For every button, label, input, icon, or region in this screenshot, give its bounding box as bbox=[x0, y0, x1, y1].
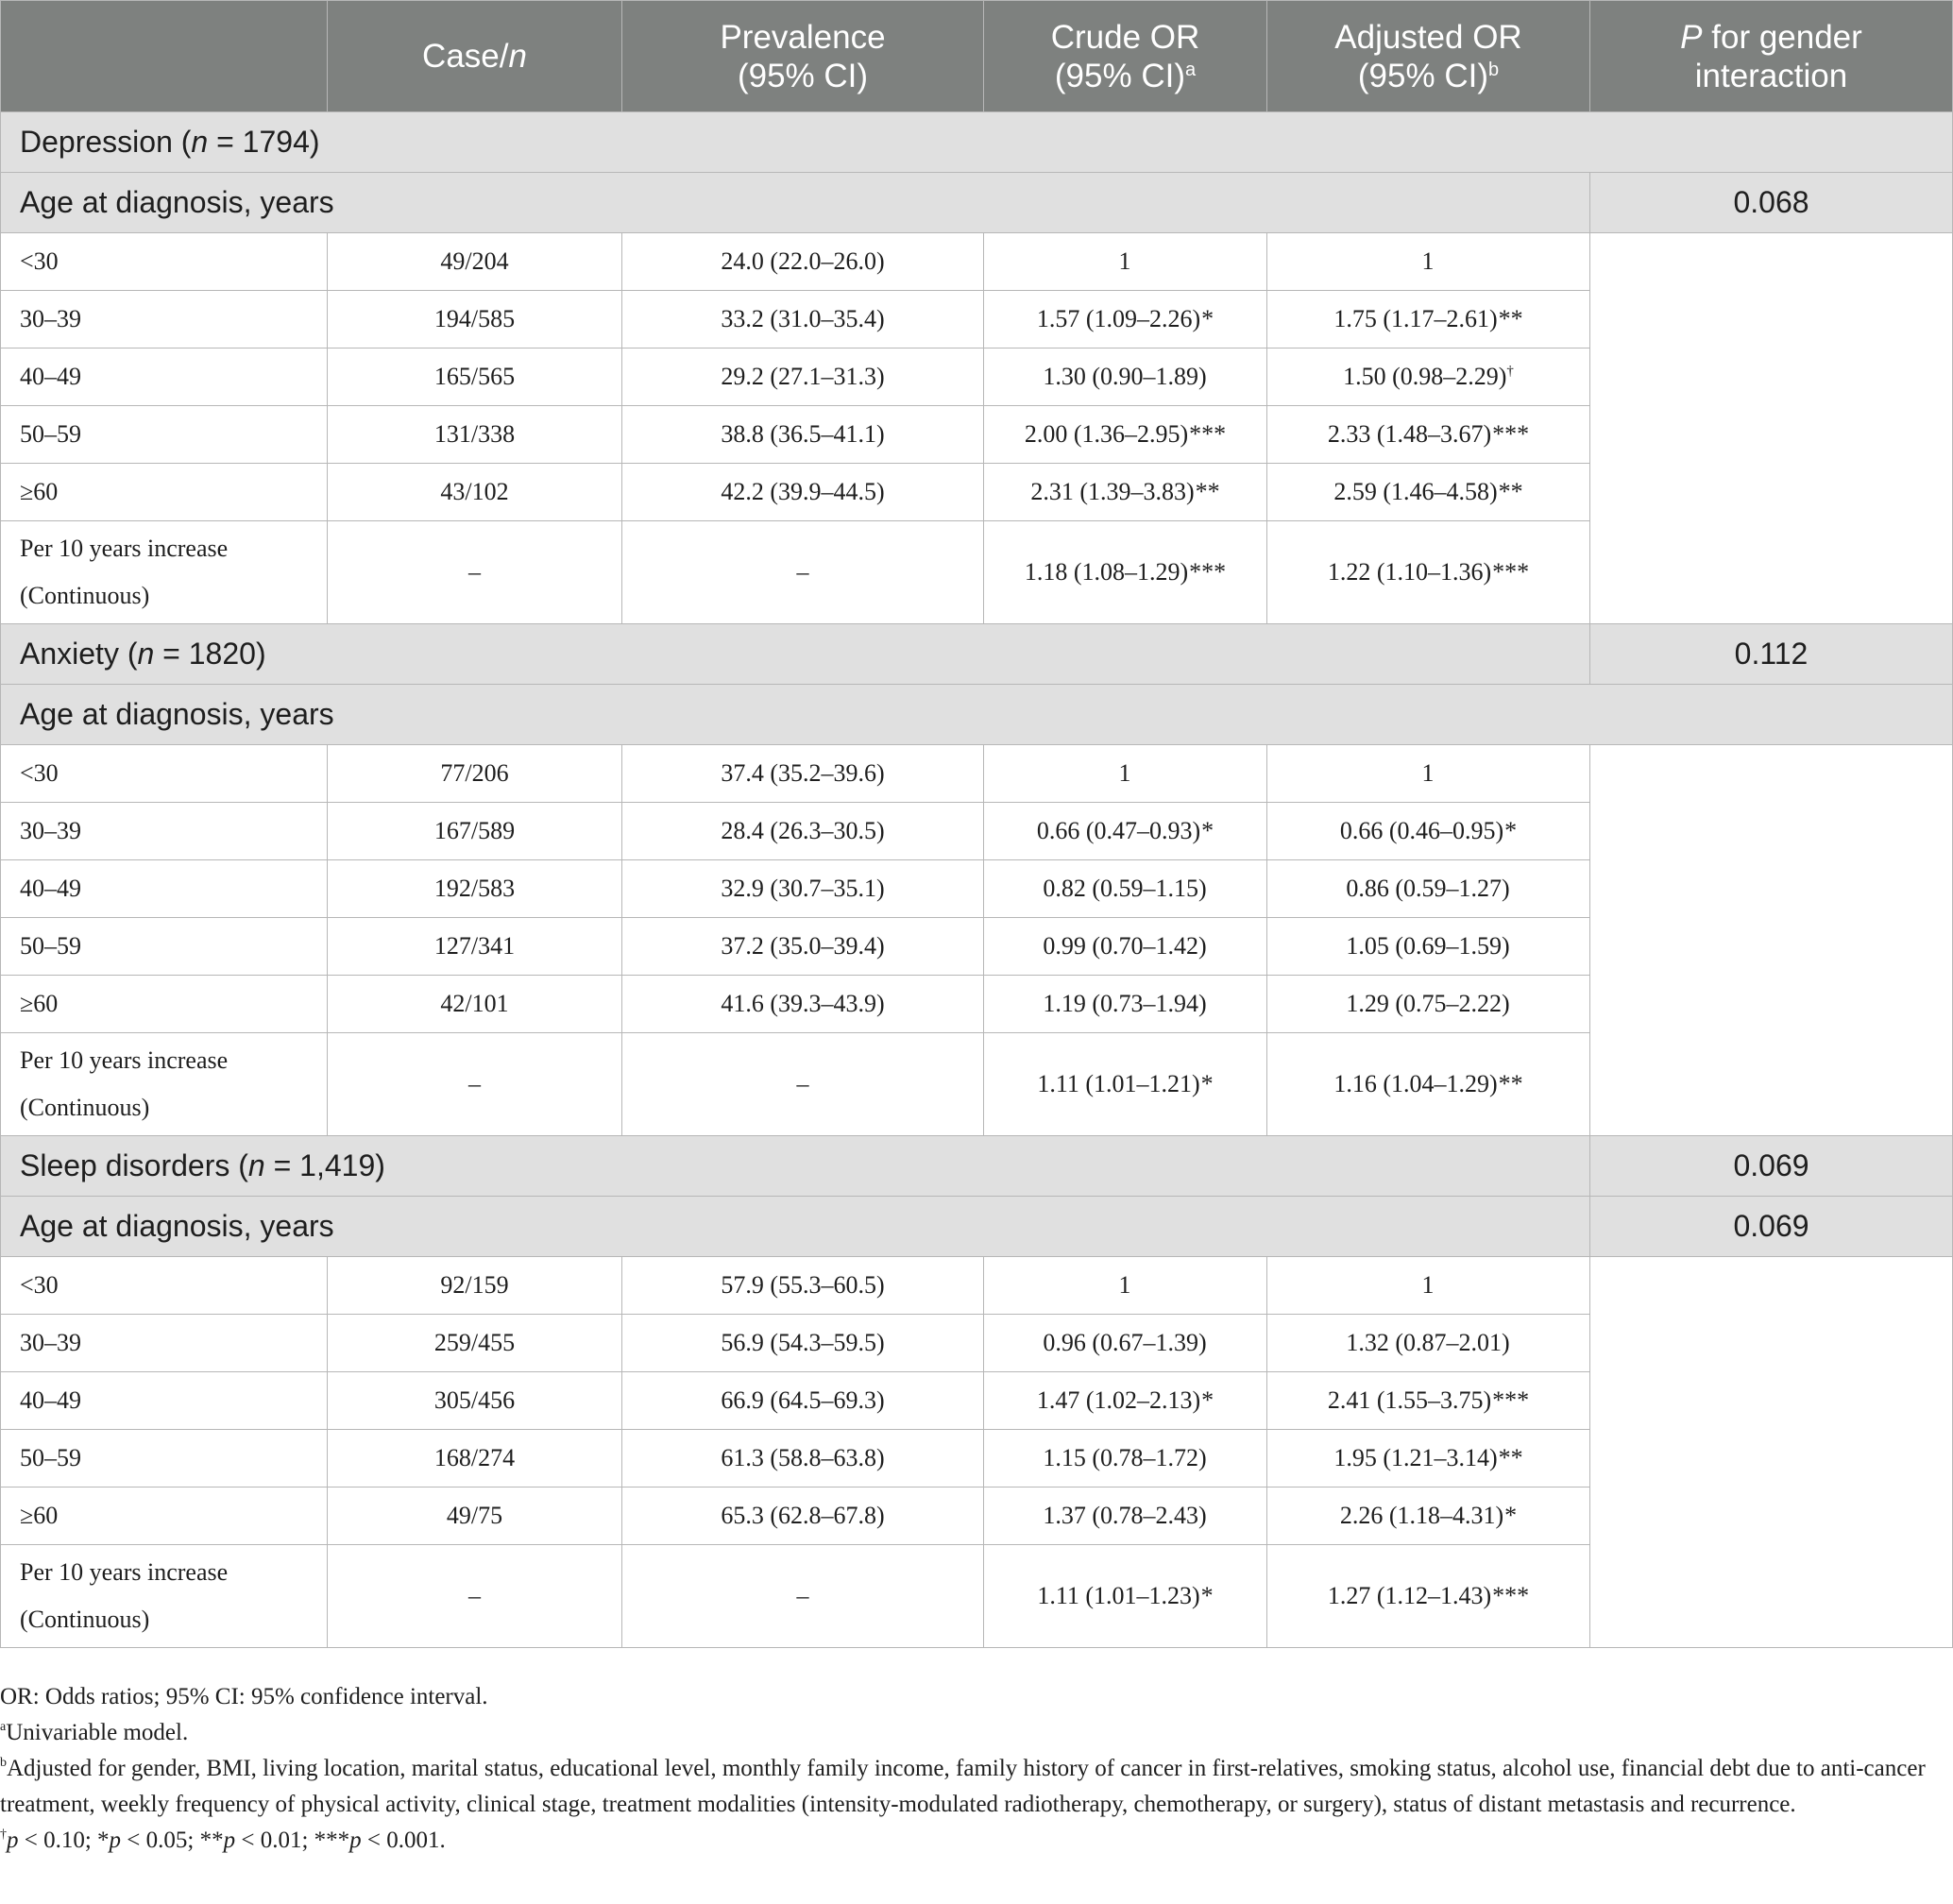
section-subheader: Age at diagnosis, years bbox=[1, 685, 1953, 745]
case-count: 259/455 bbox=[328, 1315, 622, 1372]
age-group-label: 40–49 bbox=[1, 348, 328, 406]
crude-or-text: 1.15 (0.78–1.72) bbox=[1043, 1444, 1207, 1471]
footnote-a-marker: a bbox=[0, 1720, 7, 1734]
adjusted-or-text: 1.27 (1.12–1.43) bbox=[1327, 1582, 1492, 1609]
crude-or-value bbox=[984, 291, 1267, 348]
crude-or-value bbox=[984, 1315, 1267, 1372]
footnote-p4: p bbox=[349, 1828, 362, 1853]
p-interaction-value: 0.068 bbox=[1590, 173, 1953, 233]
adjusted-or-text: 1.16 (1.04–1.29) bbox=[1333, 1070, 1498, 1097]
continuous-label-line1: Per 10 years increase bbox=[20, 535, 229, 562]
adjusted-or-text: 2.59 (1.46–4.58) bbox=[1333, 478, 1498, 505]
crude-or-text: 2.00 (1.36–2.95) bbox=[1024, 420, 1189, 448]
section-title-italic: n bbox=[137, 637, 155, 671]
age-group-label: 50–59 bbox=[1, 1430, 328, 1488]
crude-or-text: 1.18 (1.08–1.29) bbox=[1024, 558, 1189, 586]
case-count: 77/206 bbox=[328, 745, 622, 803]
continuous-label-line2: (Continuous) bbox=[20, 1094, 150, 1121]
adjusted-sig-marker: *** bbox=[1492, 1386, 1530, 1414]
header-p-line2: interaction bbox=[1694, 57, 1848, 94]
prevalence-value: 37.4 (35.2–39.6) bbox=[622, 745, 984, 803]
prevalence-value: 57.9 (55.3–60.5) bbox=[622, 1257, 984, 1315]
section-title-row bbox=[1, 112, 1953, 173]
crude-or-value bbox=[984, 233, 1267, 291]
adjusted-sig-marker: ** bbox=[1498, 1070, 1523, 1097]
adjusted-or-text: 2.41 (1.55–3.75) bbox=[1327, 1386, 1492, 1414]
footnote-t4: < 0.001. bbox=[361, 1828, 446, 1853]
crude-or-value bbox=[984, 1488, 1267, 1545]
footnote-p1: p bbox=[7, 1828, 19, 1853]
case-count: 49/204 bbox=[328, 233, 622, 291]
adjusted-or-value bbox=[1267, 233, 1590, 291]
section-title-text: Depression ( bbox=[20, 125, 192, 159]
adjusted-or-value bbox=[1267, 976, 1590, 1033]
continuous-label-line1: Per 10 years increase bbox=[20, 1558, 229, 1586]
age-group-label: <30 bbox=[1, 745, 328, 803]
p-interaction-value: 0.112 bbox=[1590, 624, 1953, 685]
footnote-t1: < 0.10; * bbox=[18, 1828, 110, 1853]
adjusted-or-value bbox=[1267, 1257, 1590, 1315]
footnote-p3: p bbox=[223, 1828, 236, 1853]
prevalence-value: 42.2 (39.9–44.5) bbox=[622, 464, 984, 521]
header-prev-line1: Prevalence bbox=[720, 18, 886, 56]
crude-or-value bbox=[984, 976, 1267, 1033]
table-row bbox=[1, 1257, 1953, 1315]
adjusted-or-text: 1 bbox=[1421, 247, 1435, 275]
crude-or-value bbox=[984, 406, 1267, 464]
crude-or-value bbox=[984, 745, 1267, 803]
prevalence-value: 28.4 (26.3–30.5) bbox=[622, 803, 984, 860]
prevalence-value: – bbox=[622, 521, 984, 624]
adjusted-sig-marker: *** bbox=[1492, 558, 1530, 586]
prevalence-value: 65.3 (62.8–67.8) bbox=[622, 1488, 984, 1545]
prevalence-value: – bbox=[622, 1545, 984, 1648]
continuous-label-line1: Per 10 years increase bbox=[20, 1046, 229, 1074]
case-count: – bbox=[328, 1033, 622, 1136]
crude-or-text: 0.99 (0.70–1.42) bbox=[1043, 932, 1207, 960]
crude-or-text: 1.57 (1.09–2.26) bbox=[1036, 305, 1201, 332]
header-crude-sup: a bbox=[1184, 59, 1197, 80]
footnote-t2: < 0.05; ** bbox=[121, 1828, 224, 1853]
adjusted-or-text: 1.29 (0.75–2.22) bbox=[1346, 990, 1510, 1017]
case-count: – bbox=[328, 521, 622, 624]
section-title bbox=[1, 1136, 1590, 1197]
footnote-abbrev-text: OR: Odds ratios; 95% CI: 95% confidence interval. bbox=[0, 1684, 488, 1709]
case-count: 194/585 bbox=[328, 291, 622, 348]
crude-or-value bbox=[984, 464, 1267, 521]
crude-or-value bbox=[984, 1033, 1267, 1136]
case-count: 127/341 bbox=[328, 918, 622, 976]
crude-or-value bbox=[984, 1545, 1267, 1648]
footnote-p2: p bbox=[109, 1828, 122, 1853]
adjusted-or-value bbox=[1267, 1545, 1590, 1648]
section-subheader: Age at diagnosis, years bbox=[1, 1197, 1590, 1257]
case-count: 92/159 bbox=[328, 1257, 622, 1315]
section-title-count: = 1820) bbox=[154, 637, 266, 671]
crude-or-text: 1 bbox=[1118, 1271, 1131, 1299]
p-interaction-value: 0.069 bbox=[1590, 1197, 1953, 1257]
adjusted-sig-marker: *** bbox=[1492, 1582, 1530, 1609]
section-title bbox=[1, 112, 1953, 173]
adjusted-or-text: 0.66 (0.46–0.95) bbox=[1339, 817, 1504, 844]
case-count: 49/75 bbox=[328, 1488, 622, 1545]
section-title-italic: n bbox=[191, 125, 209, 159]
adjusted-or-value bbox=[1267, 1488, 1590, 1545]
header-case-text: Case/ bbox=[422, 38, 509, 75]
crude-sig-marker: *** bbox=[1189, 420, 1227, 448]
age-group-label: 30–39 bbox=[1, 1315, 328, 1372]
section-title-row bbox=[1, 624, 1953, 685]
prevalence-value: 41.6 (39.3–43.9) bbox=[622, 976, 984, 1033]
adjusted-or-text: 1 bbox=[1421, 1271, 1435, 1299]
section-subheader-row bbox=[1, 685, 1953, 745]
age-group-label: 40–49 bbox=[1, 860, 328, 918]
case-count: 305/456 bbox=[328, 1372, 622, 1430]
footnote-b-marker: b bbox=[0, 1756, 7, 1770]
age-group-label: 40–49 bbox=[1, 1372, 328, 1430]
adjusted-or-text: 1.32 (0.87–2.01) bbox=[1346, 1329, 1510, 1356]
crude-or-text: 1 bbox=[1118, 247, 1131, 275]
crude-or-value bbox=[984, 348, 1267, 406]
crude-or-value bbox=[984, 860, 1267, 918]
adjusted-or-text: 2.33 (1.48–3.67) bbox=[1327, 420, 1492, 448]
case-count: 43/102 bbox=[328, 464, 622, 521]
age-group-label: 50–59 bbox=[1, 406, 328, 464]
footnote-abbrev bbox=[0, 1679, 1945, 1715]
table-header bbox=[1, 1, 1953, 112]
adjusted-or-text: 1 bbox=[1421, 759, 1435, 787]
footnote-a-text: Univariable model. bbox=[6, 1720, 189, 1745]
continuous-label-line2: (Continuous) bbox=[20, 1606, 150, 1633]
age-group-label: 30–39 bbox=[1, 803, 328, 860]
crude-or-value bbox=[984, 918, 1267, 976]
continuous-label bbox=[1, 521, 328, 624]
adjusted-or-text: 1.22 (1.10–1.36) bbox=[1327, 558, 1492, 586]
header-blank bbox=[1, 1, 328, 112]
section-title-text: Sleep disorders ( bbox=[20, 1148, 248, 1182]
adjusted-or-value bbox=[1267, 521, 1590, 624]
header-p-interaction bbox=[1590, 1, 1953, 112]
age-group-label: ≥60 bbox=[1, 1488, 328, 1545]
section-title-row bbox=[1, 1136, 1953, 1197]
adjusted-sig-marker: * bbox=[1504, 817, 1518, 844]
adjusted-sig-marker: ** bbox=[1498, 305, 1523, 332]
p-interaction-value: 0.069 bbox=[1590, 1136, 1953, 1197]
crude-sig-marker: * bbox=[1201, 817, 1214, 844]
prevalence-value: 37.2 (35.0–39.4) bbox=[622, 918, 984, 976]
case-count: 165/565 bbox=[328, 348, 622, 406]
crude-sig-marker: ** bbox=[1195, 478, 1220, 505]
prevalence-value: 32.9 (30.7–35.1) bbox=[622, 860, 984, 918]
p-interaction-blank bbox=[1590, 233, 1953, 624]
section-subheader-row bbox=[1, 173, 1953, 233]
header-adj-line2: (95% CI) bbox=[1357, 57, 1488, 94]
crude-sig-marker: * bbox=[1200, 1582, 1214, 1609]
crude-or-value bbox=[984, 803, 1267, 860]
case-count: 167/589 bbox=[328, 803, 622, 860]
p-interaction-blank bbox=[1590, 745, 1953, 1136]
header-adj-sup: b bbox=[1487, 59, 1500, 80]
age-group-label: 50–59 bbox=[1, 918, 328, 976]
crude-sig-marker: *** bbox=[1189, 558, 1227, 586]
header-adj-line1: Adjusted OR bbox=[1334, 18, 1522, 56]
section-title-count: = 1,419) bbox=[264, 1148, 385, 1182]
crude-or-value bbox=[984, 1257, 1267, 1315]
adjusted-or-value bbox=[1267, 1372, 1590, 1430]
adjusted-or-text: 1.50 (0.98–2.29) bbox=[1343, 363, 1507, 390]
adjusted-or-value bbox=[1267, 348, 1590, 406]
header-adjusted-or bbox=[1267, 1, 1590, 112]
header-p-text: for gender bbox=[1702, 18, 1862, 56]
adjusted-sig-marker: ** bbox=[1498, 478, 1523, 505]
age-group-label: <30 bbox=[1, 1257, 328, 1315]
age-group-label: ≥60 bbox=[1, 464, 328, 521]
adjusted-or-text: 0.86 (0.59–1.27) bbox=[1346, 875, 1510, 902]
header-crude-line1: Crude OR bbox=[1050, 18, 1200, 56]
crude-or-text: 0.82 (0.59–1.15) bbox=[1043, 875, 1207, 902]
crude-or-value bbox=[984, 1430, 1267, 1488]
adjusted-sig-marker: *** bbox=[1492, 420, 1530, 448]
table-body bbox=[1, 112, 1953, 1648]
prevalence-value: 33.2 (31.0–35.4) bbox=[622, 291, 984, 348]
footnote-a bbox=[0, 1715, 1945, 1751]
crude-or-text: 2.31 (1.39–3.83) bbox=[1030, 478, 1195, 505]
prevalence-value: 56.9 (54.3–59.5) bbox=[622, 1315, 984, 1372]
crude-or-text: 0.96 (0.67–1.39) bbox=[1043, 1329, 1207, 1356]
crude-or-text: 1 bbox=[1118, 759, 1131, 787]
table-row bbox=[1, 233, 1953, 291]
prevalence-value: – bbox=[622, 1033, 984, 1136]
p-interaction-blank bbox=[1590, 1257, 1953, 1648]
table-row bbox=[1, 745, 1953, 803]
adjusted-sig-marker: † bbox=[1506, 364, 1514, 379]
crude-or-text: 1.30 (0.90–1.89) bbox=[1043, 363, 1207, 390]
footnote-dagger: † bbox=[0, 1828, 7, 1842]
adjusted-or-value bbox=[1267, 803, 1590, 860]
prevalence-value: 29.2 (27.1–31.3) bbox=[622, 348, 984, 406]
adjusted-or-text: 1.75 (1.17–2.61) bbox=[1333, 305, 1498, 332]
header-prevalence bbox=[622, 1, 984, 112]
crude-or-text: 1.19 (0.73–1.94) bbox=[1043, 990, 1207, 1017]
crude-or-text: 0.66 (0.47–0.93) bbox=[1036, 817, 1201, 844]
crude-sig-marker: * bbox=[1201, 1386, 1214, 1414]
case-count: 131/338 bbox=[328, 406, 622, 464]
header-crude-line2: (95% CI) bbox=[1054, 57, 1185, 94]
section-subheader: Age at diagnosis, years bbox=[1, 173, 1590, 233]
age-group-label: 30–39 bbox=[1, 291, 328, 348]
adjusted-or-text: 2.26 (1.18–4.31) bbox=[1339, 1502, 1504, 1529]
case-count: 168/274 bbox=[328, 1430, 622, 1488]
header-p-italic: P bbox=[1680, 18, 1703, 56]
footnote-b bbox=[0, 1751, 1945, 1823]
header-case-italic: n bbox=[508, 38, 527, 75]
continuous-label bbox=[1, 1545, 328, 1648]
prevalence-value: 24.0 (22.0–26.0) bbox=[622, 233, 984, 291]
footnote-t3: < 0.01; *** bbox=[235, 1828, 350, 1853]
adjusted-or-value bbox=[1267, 291, 1590, 348]
adjusted-or-value bbox=[1267, 1430, 1590, 1488]
table-footnotes bbox=[0, 1679, 1945, 1859]
header-crude-or bbox=[984, 1, 1267, 112]
adjusted-or-value bbox=[1267, 464, 1590, 521]
header-case bbox=[328, 1, 622, 112]
age-group-label: ≥60 bbox=[1, 976, 328, 1033]
adjusted-or-value bbox=[1267, 406, 1590, 464]
crude-sig-marker: * bbox=[1200, 1070, 1214, 1097]
adjusted-or-value bbox=[1267, 1315, 1590, 1372]
adjusted-or-value bbox=[1267, 918, 1590, 976]
section-subheader-row bbox=[1, 1197, 1953, 1257]
section-title bbox=[1, 624, 1590, 685]
crude-or-value bbox=[984, 1372, 1267, 1430]
adjusted-or-text: 1.05 (0.69–1.59) bbox=[1346, 932, 1510, 960]
crude-sig-marker: * bbox=[1201, 305, 1214, 332]
prevalence-value: 66.9 (64.5–69.3) bbox=[622, 1372, 984, 1430]
footnote-significance bbox=[0, 1823, 1945, 1859]
case-count: 42/101 bbox=[328, 976, 622, 1033]
adjusted-or-value bbox=[1267, 745, 1590, 803]
age-group-label: <30 bbox=[1, 233, 328, 291]
continuous-label bbox=[1, 1033, 328, 1136]
adjusted-sig-marker: * bbox=[1504, 1502, 1518, 1529]
adjusted-or-text: 1.95 (1.21–3.14) bbox=[1333, 1444, 1498, 1471]
crude-or-value bbox=[984, 521, 1267, 624]
continuous-label-line2: (Continuous) bbox=[20, 582, 150, 609]
case-count: 192/583 bbox=[328, 860, 622, 918]
section-title-count: = 1794) bbox=[208, 125, 320, 159]
prevalence-value: 61.3 (58.8–63.8) bbox=[622, 1430, 984, 1488]
adjusted-or-value bbox=[1267, 860, 1590, 918]
adjusted-sig-marker: ** bbox=[1498, 1444, 1523, 1471]
crude-or-text: 1.47 (1.02–2.13) bbox=[1036, 1386, 1201, 1414]
header-prev-line2: (95% CI) bbox=[737, 57, 869, 94]
case-count: – bbox=[328, 1545, 622, 1648]
crude-or-text: 1.37 (0.78–2.43) bbox=[1043, 1502, 1207, 1529]
footnote-b-text: Adjusted for gender, BMI, living location, marital status, educational level, monthly family income, family history of cancer in first-relatives, smoking status, alcohol use, financial debt due to anti-cancer treatment, weekly frequency of physical activity, clinical stage, treatment modalities (intensity-modulated radiotherapy, chemotherapy, or surgery), status of distant metastasis and recurrence. bbox=[0, 1756, 1926, 1817]
section-title-text: Anxiety ( bbox=[20, 637, 138, 671]
prevalence-value: 38.8 (36.5–41.1) bbox=[622, 406, 984, 464]
section-title-italic: n bbox=[247, 1148, 265, 1182]
adjusted-or-value bbox=[1267, 1033, 1590, 1136]
crude-or-text: 1.11 (1.01–1.23) bbox=[1037, 1582, 1200, 1609]
crude-or-text: 1.11 (1.01–1.21) bbox=[1037, 1070, 1200, 1097]
